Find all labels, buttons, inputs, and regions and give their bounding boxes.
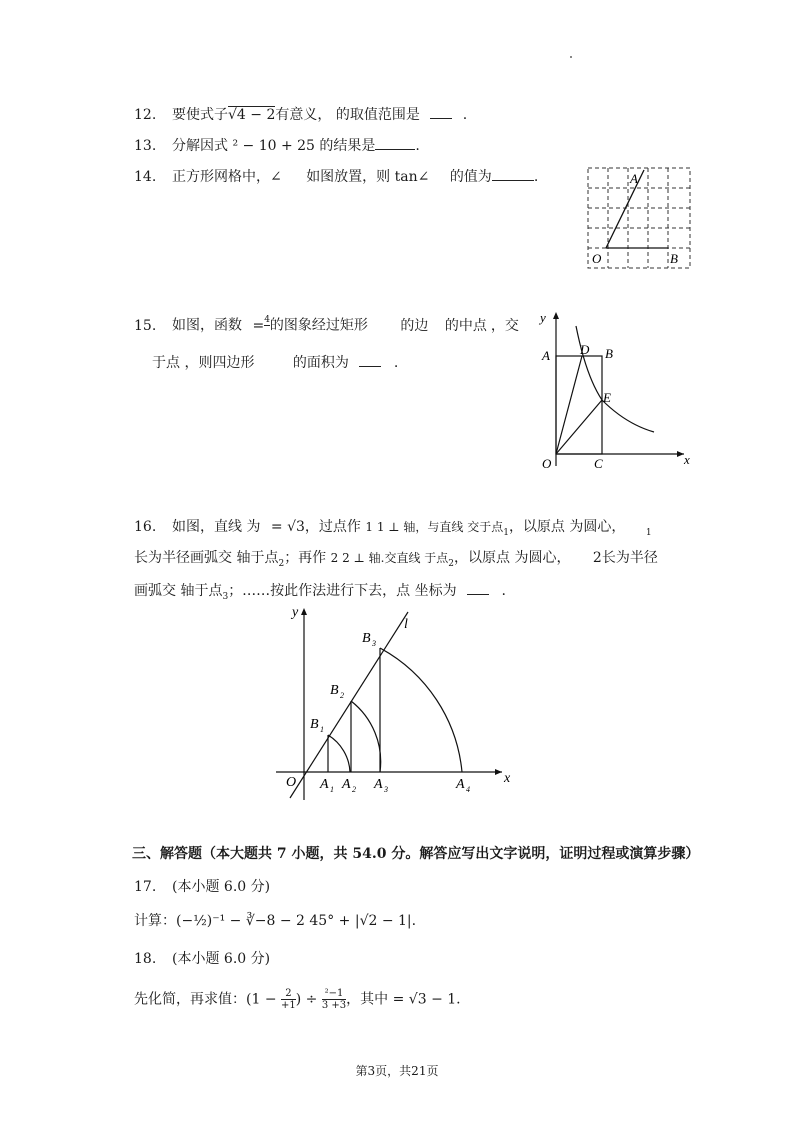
q17-label: 计算： xyxy=(134,913,176,929)
q18-f2-num: ²−1 xyxy=(322,988,346,1000)
q16-l3b: 3 xyxy=(222,591,229,602)
q16-l1b: = √3 xyxy=(270,519,305,535)
q18-expr1: (1 − xyxy=(246,991,277,1008)
q16-l2c: ；再作 xyxy=(284,550,327,566)
q14-number: 14. xyxy=(134,169,157,185)
section-3-heading: 三、解答题（本大题共 7 小题，共 54.0 分。解答应写出文字说明，证明过程或演算步骤） xyxy=(132,846,700,862)
q18-expr3: ，其中 = √3 − 1. xyxy=(346,991,461,1008)
q13-pre: 分解因式 xyxy=(172,138,228,154)
question-12 xyxy=(134,104,467,124)
label-o: O xyxy=(286,775,297,790)
label-x: x xyxy=(684,452,690,467)
q18-f2-den: 3 +3 xyxy=(321,1000,347,1011)
arc-1 xyxy=(328,735,350,772)
speck xyxy=(570,56,572,58)
q16-number: 16. xyxy=(134,519,157,535)
segment-oa xyxy=(606,170,644,248)
q12-root: √4 − 2 xyxy=(228,107,276,123)
label-l: l xyxy=(404,617,408,632)
q15-l1f: ，交 xyxy=(490,317,519,334)
q16-l1d: 1 1 ⊥ 轴，与直线 交于点 xyxy=(365,520,504,534)
q13-number: 13. xyxy=(134,138,157,154)
x-arrow-icon xyxy=(495,769,502,775)
y-arrow-icon xyxy=(553,312,559,319)
label-a4: A xyxy=(456,777,465,792)
rectangle-oabc xyxy=(556,356,602,454)
q14-text2: 如图放置，则 tan∠ xyxy=(306,169,430,185)
q16-l2d: 2 2 ⊥ 轴.交直线 于点 xyxy=(330,551,449,565)
q15-frac-num: 4 xyxy=(264,315,270,325)
label-c: C xyxy=(594,456,603,471)
q16-l1g: 1 xyxy=(645,527,652,538)
q12-pre: 要使式子 xyxy=(172,107,228,123)
q17-expr: (−½)⁻¹ − ∛−8 − 2 45° + |√2 − 1|. xyxy=(176,913,417,929)
label-a1: A xyxy=(320,777,329,792)
q18-f1-num: 2 xyxy=(281,988,296,1000)
q16-l1e: 1 xyxy=(503,527,509,538)
q16-l2g: 2长为半径 xyxy=(592,550,658,566)
label-b1-sub: 1 xyxy=(320,725,324,734)
label-b1: B xyxy=(310,717,319,732)
label-d: D xyxy=(580,342,590,357)
q12-end: . xyxy=(462,107,468,123)
q15-l2b: 的面积为 xyxy=(292,355,349,371)
label-o: O xyxy=(542,456,552,471)
q14-text1: 正方形网格中，∠ xyxy=(172,169,282,185)
q15-l1a: 如图，函数 xyxy=(172,317,242,334)
question-16-line1 xyxy=(134,518,652,542)
question-17-body xyxy=(134,912,416,930)
q14-text3: 的值为 xyxy=(449,169,492,185)
q13-answer-blank xyxy=(375,135,415,150)
question-18-header xyxy=(134,950,270,968)
label-a3: A xyxy=(374,777,383,792)
line-l xyxy=(290,612,408,798)
q13-expr: ² − 10 + 25 xyxy=(232,138,315,154)
label-b3: B xyxy=(362,631,371,646)
x-arrow-icon xyxy=(677,451,684,457)
label-b2: B xyxy=(330,683,339,698)
label-e: E xyxy=(603,390,611,405)
label-o: O xyxy=(592,251,602,266)
q15-l2a: 于点 ，则四边形 xyxy=(152,355,255,371)
q18-expr2: ) ÷ xyxy=(295,991,318,1008)
q18-score: (本小题 6.0 分) xyxy=(172,951,271,967)
label-a: A xyxy=(542,348,550,363)
question-15-line2 xyxy=(152,352,398,372)
label-a1-sub: 1 xyxy=(330,785,334,794)
question-13 xyxy=(134,135,420,155)
figure-16-graph xyxy=(276,600,526,806)
q16-answer-blank xyxy=(467,580,489,595)
y-arrow-icon xyxy=(301,608,307,615)
q16-l2f: ，以原点 为圆心， xyxy=(454,550,571,566)
q15-end: . xyxy=(393,355,399,371)
q15-l1d: 的边 xyxy=(400,317,429,334)
q16-l2b: 2 xyxy=(278,558,285,569)
question-17-header xyxy=(134,878,270,896)
q18-number: 18. xyxy=(134,951,157,967)
q13-post: 的结果是 xyxy=(319,138,376,154)
label-a2-sub: 2 xyxy=(352,785,356,794)
q16-l1f: ，以原点 为圆心， xyxy=(508,519,626,535)
label-b: B xyxy=(605,346,613,361)
label-b3-sub: 3 xyxy=(372,639,376,648)
q16-l1a: 如图，直线 为 xyxy=(172,519,261,535)
q14-answer-blank xyxy=(492,166,534,181)
label-b: B xyxy=(670,251,678,266)
label-a: A xyxy=(630,171,638,186)
q16-l1c: ，过点作 xyxy=(304,519,361,535)
label-x: x xyxy=(504,771,511,786)
q15-l1e: 的中点 xyxy=(444,317,487,334)
label-b2-sub: 2 xyxy=(340,691,344,700)
q16-l3a: 画弧交 轴于点 xyxy=(134,583,223,599)
q18-label: 先化简，再求值： xyxy=(134,991,246,1008)
arc-2 xyxy=(351,701,381,772)
label-y: y xyxy=(540,310,546,325)
q15-l1b: = xyxy=(252,317,265,334)
q12-number: 12. xyxy=(134,107,157,123)
figure-14-grid xyxy=(584,164,696,274)
q14-end: . xyxy=(533,169,539,185)
question-16-line2 xyxy=(134,549,658,573)
q15-l1c: 的图象经过矩形 xyxy=(269,317,368,334)
q16-l3c: ；……按此作法进行下去，点 坐标为 xyxy=(228,583,457,599)
label-y: y xyxy=(292,605,299,620)
q12-answer-blank xyxy=(430,104,452,119)
figure-15-graph xyxy=(536,306,700,474)
question-15-line1 xyxy=(134,316,519,335)
question-18-body xyxy=(134,988,461,1011)
q18-f1-den: +1 xyxy=(281,1000,296,1011)
label-a2: A xyxy=(342,777,351,792)
q17-number: 17. xyxy=(134,879,157,895)
q15-answer-blank xyxy=(359,352,381,367)
page-footer: 第3页，共21页 xyxy=(355,1064,439,1078)
q13-end: . xyxy=(415,138,420,154)
q17-score: (本小题 6.0 分) xyxy=(172,879,271,895)
label-a4-sub: 4 xyxy=(466,785,470,794)
q16-l2a: 长为半径画弧交 轴于点 xyxy=(134,550,279,566)
label-a3-sub: 3 xyxy=(384,785,388,794)
q16-end: . xyxy=(501,583,506,599)
arc-3 xyxy=(380,648,462,772)
question-14 xyxy=(134,166,538,186)
q16-l2e: 2 xyxy=(448,558,455,569)
q12-post: 有意义， 的取值范围是 xyxy=(275,107,420,123)
q15-number: 15. xyxy=(134,317,157,334)
q18-fraction-2 xyxy=(322,988,346,1011)
q18-fraction-1 xyxy=(281,988,296,1011)
